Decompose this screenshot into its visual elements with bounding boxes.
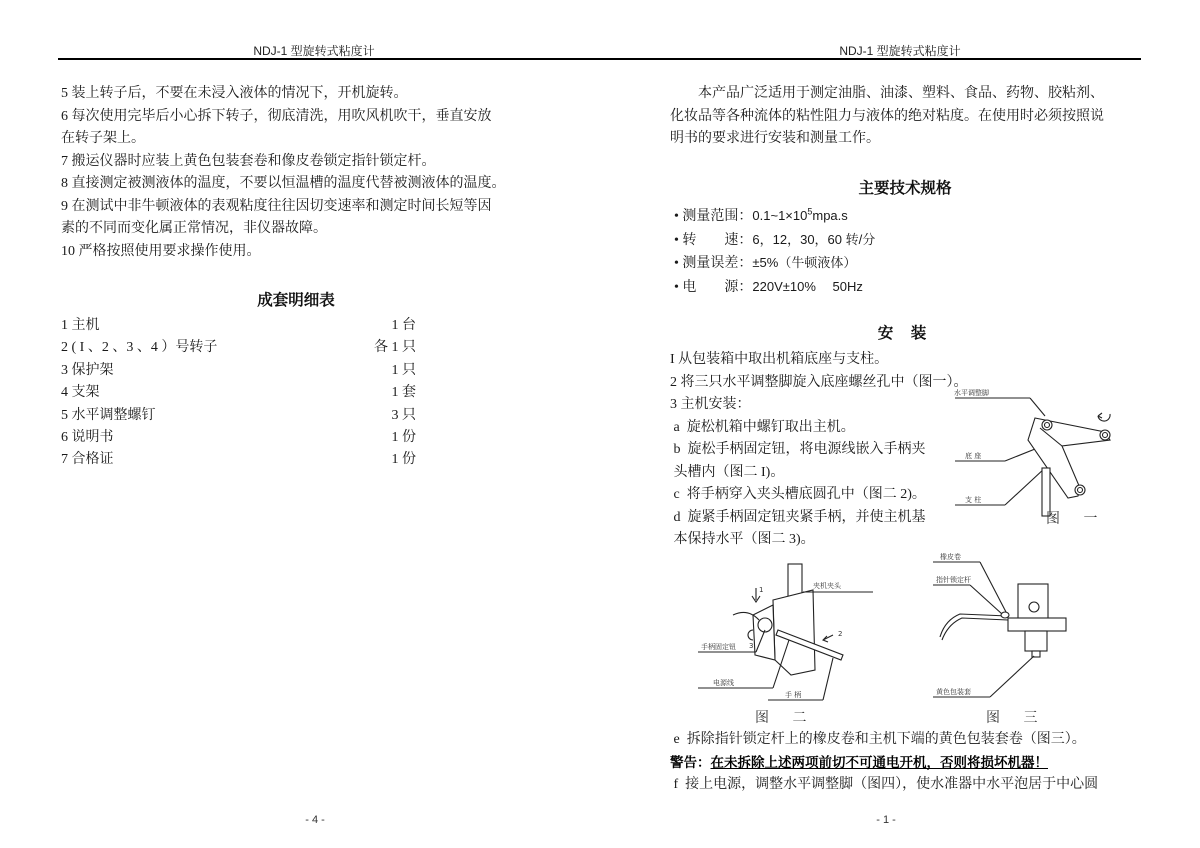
spec-item [674, 252, 1134, 276]
install-continued [670, 729, 1150, 797]
figure-2-caption: 图 二 [755, 711, 817, 726]
install-step: 2 将三只水平调整脚旋入底座螺丝孔中（图一）。 [670, 374, 968, 390]
left-notes [61, 83, 541, 263]
figure-3-label: 橡皮卷 [940, 553, 961, 561]
note-line: 10 严格按照使用要求操作使用。 [61, 243, 261, 259]
figure-1-base-diagram [950, 388, 1125, 528]
kit-item [61, 315, 416, 337]
spec-value-exponent: 5 [807, 206, 813, 217]
install-step-e: e 拆除指针锁定杆上的橡皮卷和主机下端的黄色包装套卷（图三）。 [670, 732, 1086, 747]
figure-2-handle-clamp-diagram [693, 560, 883, 710]
kit-item [61, 360, 416, 382]
kit-item-name: 1 主机 [61, 318, 100, 333]
note-line: 7 搬运仪器时应装上黄色包装套卷和像皮卷锁定指针锁定杆。 [61, 153, 436, 169]
intro-line: 明书的要求进行安装和测量工作。 [670, 131, 880, 146]
kit-item-qty: 3 只 [391, 407, 416, 423]
right-page-number: - 1 - [876, 814, 896, 826]
spec-item [674, 229, 1134, 253]
spec-item [674, 276, 1134, 300]
kit-item [61, 405, 416, 427]
kit-item-qty: 1 份 [391, 429, 416, 445]
figure-3-label: 黄色包装套 [936, 688, 971, 696]
note-line: 在转子架上。 [61, 131, 145, 146]
spec-value-unit: mpa.s [812, 208, 848, 223]
install-step: I 从包装箱中取出机箱底座与支柱。 [670, 352, 889, 367]
kit-item-name: 5 水平调整螺钉 [61, 407, 156, 423]
install-steps [670, 349, 968, 552]
spec-label: • 电 源： [674, 279, 753, 295]
kit-item-qty: 1 只 [391, 362, 416, 378]
kit-item [61, 337, 416, 359]
spec-label: • 测量误差： [674, 256, 753, 271]
figure-2-label: 夹机夹头 [813, 582, 841, 590]
figure-1-label: 水平调整脚 [954, 389, 989, 397]
spec-value: 220V±10% 50Hz [752, 278, 863, 294]
figure-3-machine-diagram [930, 552, 1080, 702]
figure-1-label: 底 座 [965, 452, 982, 460]
kit-item-qty: 1 台 [391, 318, 416, 333]
kit-item [61, 427, 416, 449]
figure-3-label: 指针锁定杆 [936, 576, 971, 584]
note-line: 8 直接测定被测液体的温度，不要以恒温槽的温度代替被测液体的温度。 [61, 176, 506, 191]
right-header-title: NDJ-1 型旋转式粘度计 [839, 44, 961, 58]
header-rule [58, 58, 1141, 60]
kit-item [61, 382, 416, 404]
left-header-title: NDJ-1 型旋转式粘度计 [253, 44, 375, 58]
figure-3-caption: 图 三 [986, 711, 1048, 726]
kit-list-title: 成套明细表 [257, 291, 335, 309]
kit-item-name: 4 支架 [61, 385, 100, 401]
figure-2-label: 手柄固定钮 [701, 643, 736, 651]
spec-label: • 转 速： [674, 232, 753, 248]
kit-item-name: 2 ( I 、2 、3 、4 ）号转子 [61, 340, 218, 356]
kit-list [61, 315, 416, 472]
left-page-number: - 4 - [305, 814, 325, 826]
figure-2-marker: 3 [749, 642, 754, 650]
install-step: d 旋紧手柄固定钮夹紧手柄，并使主机基 [670, 509, 926, 525]
figure-2-label: 手 柄 [785, 691, 802, 699]
spec-list [674, 205, 1134, 299]
warning-text: 在未拆除上述两项前切不可通电开机，否则将损坏机器！ [710, 754, 1048, 771]
spec-label: • 测量范围： [674, 209, 753, 224]
install-step: b 旋松手柄固定钮，将电源线嵌入手柄夹 [670, 442, 926, 457]
kit-item-qty: 1 份 [391, 452, 416, 468]
note-line: 9 在测试中非牛顿液体的表观粘度往往因切变速率和测定时间长短等因 [61, 198, 492, 214]
note-line: 6 每次使用完毕后小心拆下转子，彻底清洗，用吹风机吹干，垂直安放 [61, 108, 492, 124]
kit-item-qty: 1 套 [391, 385, 416, 401]
kit-item-name: 3 保护架 [61, 362, 114, 378]
figure-1-caption: 图 一 [1046, 512, 1108, 527]
spec-value-main: 0.1~1×10 [752, 208, 808, 223]
spec-value: 6，12，30，60 转/分 [752, 231, 876, 247]
kit-item-qty: 各 1 只 [374, 340, 416, 356]
install-step-f: f 接上电源，调整水平调整脚（图四），使水准器中水平泡居于中心圆 [670, 777, 1099, 792]
install-step: 头槽内（图二 I)。 [670, 464, 785, 480]
install-title: 安 装 [877, 324, 933, 342]
intro-line: 化妆品等各种流体的粘性阻力与液体的绝对粘度。在使用时必须按照说 [670, 108, 1104, 124]
note-line: 5 装上转子后，不要在未浸入液体的情况下，开机旋转。 [61, 86, 408, 101]
kit-item-name: 6 说明书 [61, 429, 114, 445]
spec-value: ±5%（牛顿液体） [752, 255, 857, 270]
spec-title: 主要技术规格 [858, 179, 952, 197]
figure-2-marker: 2 [838, 630, 843, 638]
note-line: 素的不同而变化属正常情况，非仪器故障。 [61, 221, 327, 236]
warning-line [670, 752, 1150, 775]
install-step: a 旋松机箱中螺钉取出主机。 [670, 419, 855, 435]
figure-1-label: 支 柱 [965, 496, 982, 504]
install-step: 本保持水平（图二 3)。 [670, 532, 815, 547]
spec-value [752, 208, 847, 223]
figure-2-marker: 1 [759, 586, 764, 594]
warning-label: 警告： [670, 754, 711, 771]
spec-item [674, 205, 1134, 229]
kit-item [61, 449, 416, 471]
install-step: 3 主机安装： [670, 397, 751, 412]
kit-item-name: 7 合格证 [61, 452, 114, 468]
figure-2-label: 电源线 [713, 679, 734, 687]
intro-paragraph [670, 83, 1142, 151]
install-step: c 将手柄穿入夹头槽底圆孔中（图二 2)。 [670, 487, 926, 502]
intro-line: 本产品广泛适用于测定油脂、油漆、塑料、食品、药物、胶粘剂、 [698, 86, 1104, 101]
